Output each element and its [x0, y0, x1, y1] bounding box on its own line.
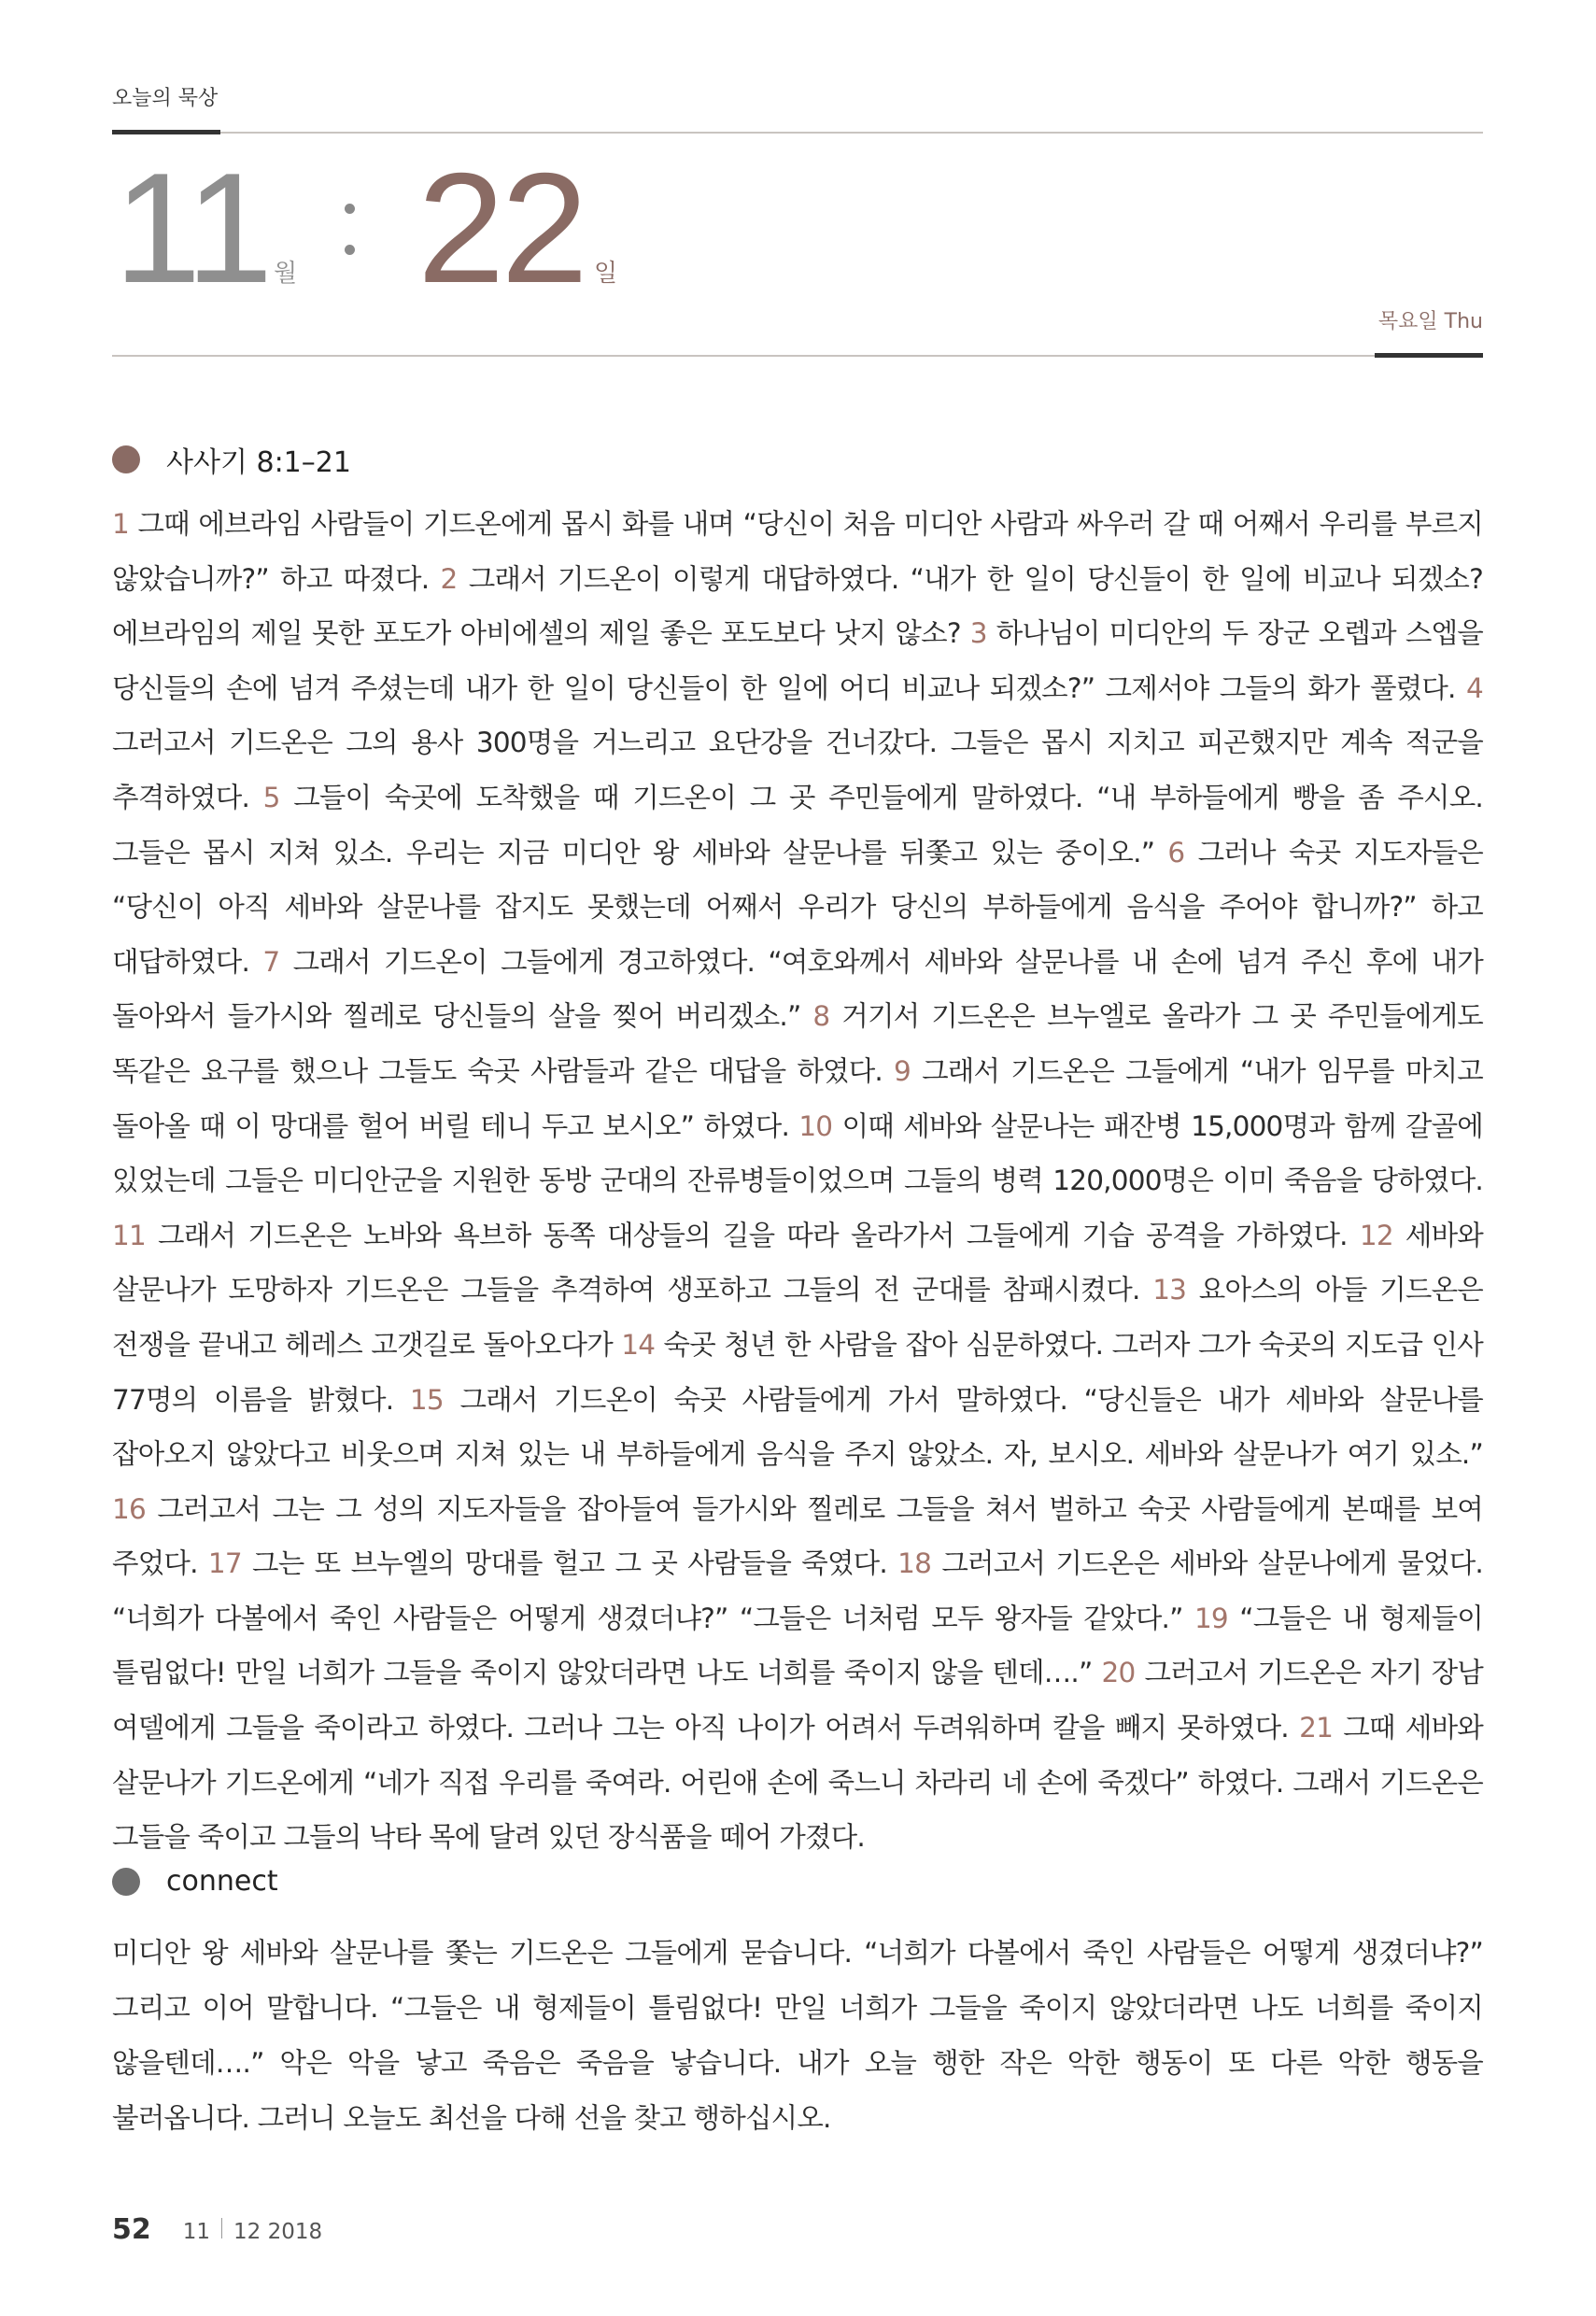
- verse-text: 숙곳 청년 한 사람을 잡아 심문하였다. 그러자 그가 숙곳의 지도급 인사 77명의 이름을 밝혔다.: [112, 1328, 1483, 1416]
- verse-text: 세바와 살문나가 도망하자 기드온은 그들을 추격하여 생포하고 그들의 전 군대를 참패시켰다.: [112, 1219, 1483, 1306]
- bullet-dot-icon: [112, 445, 140, 473]
- scripture-heading: [112, 439, 351, 480]
- verse-number: 7: [262, 945, 280, 978]
- verse-text: 그러고서 그는 그 성의 지도자들을 잡아들여 들가시와 찔레로 그들을 쳐서 벌하고 숙곳 사람들에게 본때를 보여 주었다.: [112, 1492, 1483, 1580]
- verse-text: 그래서 기드온은 그들에게 “내가 임무를 마치고 돌아올 때 이 망대를 헐어 버릴 테니 두고 보시오” 하였다.: [112, 1054, 1483, 1142]
- verse-text: 그래서 기드온이 이렇게 대답하였다. “내가 한 일이 당신들이 한 일에 비교나 되겠소? 에브라임의 제일 못한 포도가 아비에셀의 제일 좋은 포도보다 낫지 않소?: [112, 562, 1483, 650]
- date-separator-colon: [345, 204, 356, 263]
- date-month-unit: 월: [274, 260, 298, 288]
- verse-number: 1: [112, 508, 129, 540]
- page-number: 52: [112, 2213, 151, 2246]
- date-month: 11: [114, 140, 270, 316]
- footer-separator: [221, 2218, 222, 2238]
- verse-number: 14: [621, 1328, 656, 1361]
- top-divider: [112, 132, 1483, 134]
- connect-title: connect: [166, 1865, 278, 1898]
- verse-number: 21: [1299, 1712, 1334, 1744]
- verse-number: 20: [1101, 1657, 1136, 1689]
- issue-label: 12 2018: [233, 2220, 323, 2244]
- verse-number: 9: [894, 1054, 911, 1087]
- verse-text: 이때 세바와 살문나는 패잔병 15,000명과 함께 갈골에 있었는데 그들은 미디안군을 지원한 동방 군대의 잔류병들이었으며 그들의 병력 120,000명은 이미 죽음을 당하였다.: [112, 1109, 1484, 1197]
- verse-number: 15: [409, 1383, 444, 1416]
- header-divider-accent: [1375, 353, 1483, 358]
- verse-number: 10: [798, 1109, 833, 1142]
- section-label: 오늘의 묵상: [112, 87, 219, 110]
- verse-number: 8: [812, 1000, 830, 1033]
- verse-text: 그래서 기드온은 노바와 욕브하 동쪽 대상들의 길을 따라 올라가서 그들에게 기습 공격을 가하였다.: [145, 1219, 1360, 1251]
- verse-text: 그래서 기드온이 그들에게 경고하였다. “여호와께서 세바와 살문나를 내 손에 넘겨 주신 후에 내가 돌아와서 들가시와 찔레로 당신들의 살을 찢어 버리겠소.”: [112, 945, 1483, 1033]
- verse-number: 12: [1359, 1219, 1393, 1251]
- date-day: 22: [417, 140, 585, 316]
- verse-text: 그러고서 기드온은 세바와 살문나에게 물었다. “너희가 다볼에서 죽인 사람들은 어떻게 생겼더냐?” “그들은 너처럼 모두 왕자들 같았다.”: [112, 1547, 1483, 1634]
- verse-number: 17: [207, 1547, 242, 1580]
- verse-text: “그들은 내 형제들이 틀림없다! 만일 너희가 그들을 죽이지 않았더라면 나도 너희를 죽이지 않을 텐데….”: [112, 1602, 1484, 1689]
- verse-number: 4: [1466, 671, 1483, 704]
- bullet-dot-icon: [112, 1868, 140, 1896]
- verse-text: 그는 또 브누엘의 망대를 헐고 그 곳 사람들을 죽였다.: [241, 1547, 898, 1580]
- scripture-reference: 사사기 8:1–21: [166, 446, 351, 479]
- page-footer: [112, 2213, 322, 2246]
- verse-number: 5: [262, 781, 280, 813]
- verse-text: 그러나 숙곳 지도자들은 “당신이 아직 세바와 살문나를 잡지도 못했는데 어째서 우리가 당신의 부하들에게 음식을 주어야 합니까?” 하고 대답하였다.: [112, 836, 1483, 978]
- top-divider-accent: [112, 130, 220, 134]
- scripture-text: [112, 497, 1483, 1865]
- header-divider: [112, 355, 1483, 357]
- verse-number: 13: [1152, 1274, 1187, 1306]
- verse-text: 그때 에브라임 사람들이 기드온에게 몹시 화를 내며 “당신이 처음 미디안 사람과 싸우러 갈 때 어째서 우리를 부르지 않았습니까?” 하고 따졌다.: [112, 508, 1483, 595]
- verse-number: 16: [112, 1492, 146, 1525]
- verse-text: 그러고서 기드온은 그의 용사 300명을 거느리고 요단강을 건너갔다. 그들은 몹시 지치고 피곤했지만 계속 적군을 추격하였다.: [112, 727, 1484, 813]
- verse-number: 6: [1167, 836, 1185, 868]
- verse-text: 그때 세바와 살문나가 기드온에게 “네가 직접 우리를 죽여라. 어린애 손에 죽느니 차라리 네 손에 죽겠다” 하였다. 그래서 기드온은 그들을 죽이고 그들의 낙타 목에 달려 있던 장식품을 떼어 가졌다.: [112, 1712, 1484, 1854]
- verse-text: 그래서 기드온이 숙곳 사람들에게 가서 말하였다. “당신들은 내가 세바와 살문나를 잡아오지 않았다고 비웃으며 지쳐 있는 내 부하들에게 음식을 주지 않았소. 자, 보시오. 세바와 살문나가 여기 있소.”: [112, 1383, 1483, 1471]
- verse-text: 그들이 숙곳에 도착했을 때 기드온이 그 곳 주민들에게 말하였다. “내 부하들에게 빵을 좀 주시오. 그들은 몹시 지쳐 있소. 우리는 지금 미디안 왕 세바와 살문나를 뒤쫓고 있는 중이오.”: [112, 781, 1483, 868]
- verse-number: 2: [440, 562, 458, 595]
- issue-month: 11: [182, 2220, 211, 2244]
- verse-text: 하나님이 미디안의 두 장군 오렙과 스엡을 당신들의 손에 넘겨 주셨는데 내가 한 일이 당신들이 한 일에 어디 비교나 되겠소?” 그제서야 그들의 화가 풀렸다.: [112, 617, 1483, 704]
- connect-heading: [112, 1865, 278, 1898]
- weekday-label: 목요일 Thu: [1377, 310, 1483, 333]
- date-day-unit: 일: [594, 260, 618, 288]
- verse-number: 3: [969, 617, 987, 650]
- verse-number: 19: [1193, 1602, 1228, 1634]
- verse-text: 거기서 기드온은 브누엘로 올라가 그 곳 주민들에게도 똑같은 요구를 했으나 그들도 숙곳 사람들과 같은 대답을 하였다.: [112, 1000, 1483, 1087]
- verse-number: 11: [112, 1219, 146, 1251]
- connect-text: 미디안 왕 세바와 살문나를 쫓는 기드온은 그들에게 묻습니다. “너희가 다볼에서 죽인 사람들은 어떻게 생겼더냐?” 그리고 이어 말합니다. “그들은 내 형제들이 틀림없다! 만일 너희가 그들을 죽이지 않았더라면 나도 너희를 죽이지 않을텐데….” 악은 악을 낳고 죽음은 죽음을 낳습니다. 내가 오늘 행한 작은 악한 행동이 또 다른 악한 행동을 불러옵니다. 그러니 오늘도 최선을 다해 선을 찾고 행하십시오.: [112, 1937, 1483, 2134]
- verse-text: 그러고서 기드온은 자기 장남 여델에게 그들을 죽이라고 하였다. 그러나 그는 아직 나이가 어려서 두려워하며 칼을 빼지 못하였다.: [112, 1657, 1483, 1744]
- verse-text: 요아스의 아들 기드온은 전쟁을 끝내고 헤레스 고갯길로 돌아오다가: [112, 1274, 1483, 1361]
- verse-number: 18: [897, 1547, 932, 1580]
